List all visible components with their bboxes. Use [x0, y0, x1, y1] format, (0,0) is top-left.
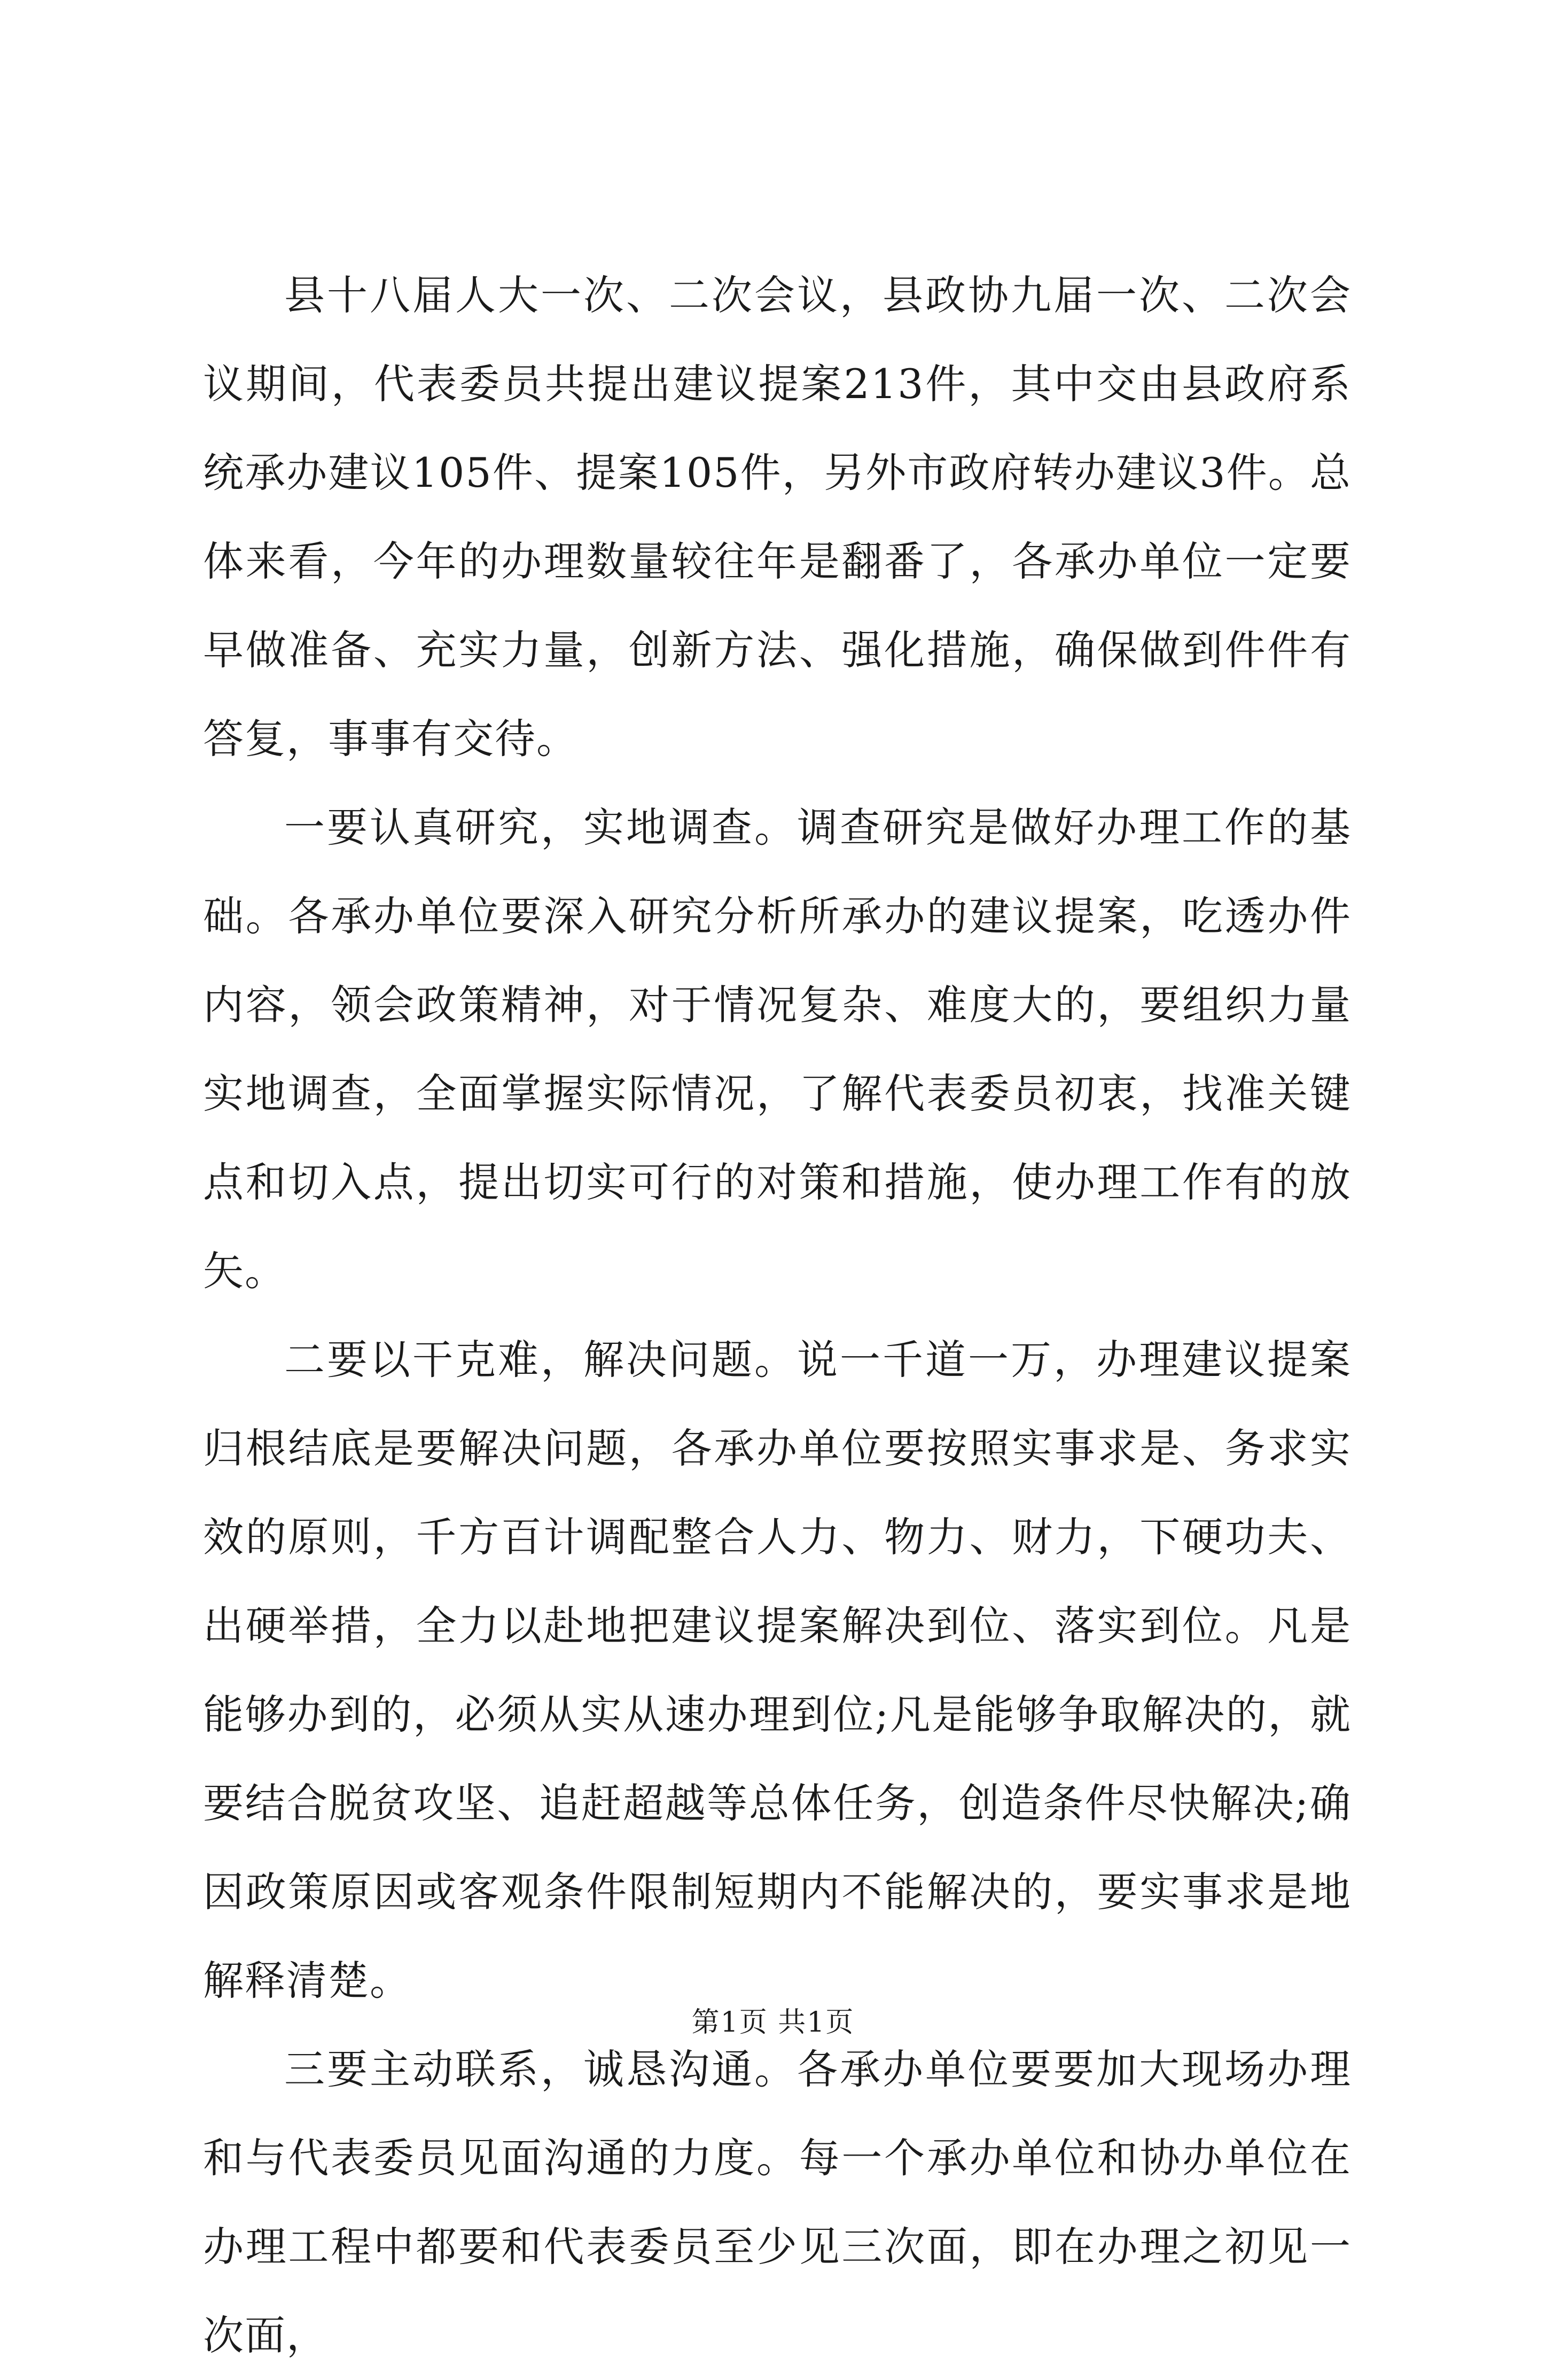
paragraph-intro: 县十八届人大一次、二次会议，县政协九届一次、二次会议期间，代表委员共提出建议提案213件，其中交由县政府系统承办建议105件、提案105件，另外市政府转办建议3件。总体来看，今年的办理数量较往年是翻番了，各承办单位一定要早做准备、充实力量，创新方法、强化措施，确保做到件件有答复，事事有交待。: [203, 271, 1352, 763]
document-body: [203, 251, 1352, 2380]
paragraph-point-one: 一要认真研究，实地调查。调查研究是做好办理工作的基础。各承办单位要深入研究分析所承办的建议提案，吃透办件内容，领会政策精神，对于情况复杂、难度大的，要组织力量实地调查，全面掌握实际情况，了解代表委员初衷，找准关键点和切入点，提出切实可行的对策和措施，使办理工作有的放矢。: [203, 804, 1352, 1295]
paragraph-point-three: 三要主动联系，诚恳沟通。各承办单位要要加大现场办理和与代表委员见面沟通的力度。每一个承办单位和协办单位在办理工程中都要和代表委员至少见三次面，即在办理之初见一次面，: [203, 2045, 1352, 2359]
paragraph-point-two: 二要以干克难，解决问题。说一千道一万，办理建议提案归根结底是要解决问题，各承办单位要按照实事求是、务求实效的原则，千方百计调配整合人力、物力、财力，下硬功夫、出硬举措，全力以赴地把建议提案解决到位、落实到位。凡是能够办到的，必须从实从速办理到位;凡是能够争取解决的，就要结合脱贫攻坚、追赶超越等总体任务，创造条件尽快解决;确因政策原因或客观条件限制短期内不能解决的，要实事求是地解释清楚。: [203, 1336, 1352, 2004]
page-number-footer: 第1页 共1页: [691, 2006, 855, 2039]
